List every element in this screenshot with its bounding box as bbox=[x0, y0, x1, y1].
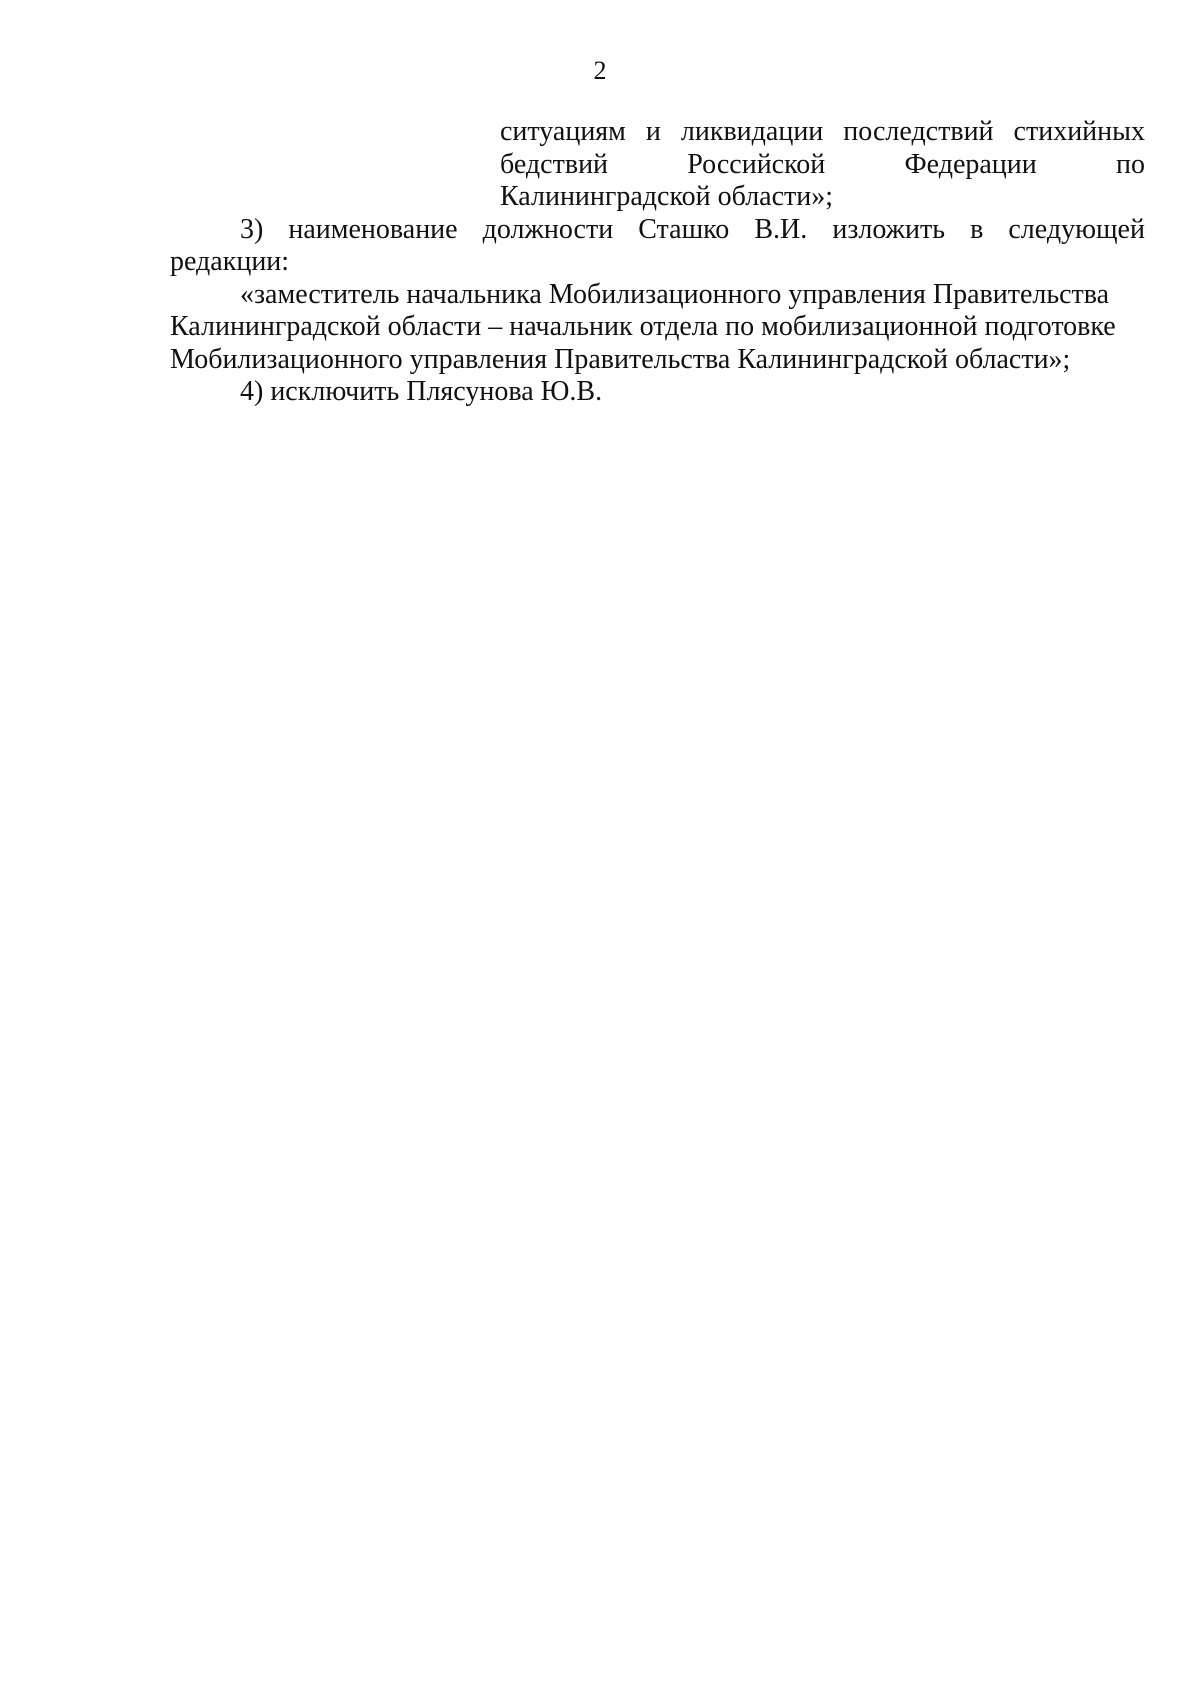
continuation-line-3: Калининградской области»; bbox=[500, 181, 834, 212]
item-3-line-1: 3) наименование должности Сташко В.И. изложить в следующей bbox=[240, 213, 1145, 245]
quote-line-2: Калининградской области – начальник отдела по мобилизационной подготовке bbox=[170, 311, 1116, 342]
item-4-line-1: 4) исключить Плясунова Ю.В. bbox=[240, 376, 603, 407]
continuation-line-1: ситуациям и ликвидации последствий стихийных bbox=[500, 116, 1145, 147]
quote-line-3: Мобилизационного управления Правительства Калининградской области»; bbox=[170, 343, 1071, 375]
item-3-line-2: редакции: bbox=[170, 246, 290, 277]
quote-line-1: «заместитель начальника Мобилизационного управления Правительства bbox=[240, 278, 1110, 310]
document-body bbox=[170, 116, 1145, 409]
page-number: 2 bbox=[593, 56, 607, 85]
continuation-block bbox=[500, 116, 1145, 214]
continuation-line-2: бедствий Российской Федерации по bbox=[500, 148, 1145, 180]
